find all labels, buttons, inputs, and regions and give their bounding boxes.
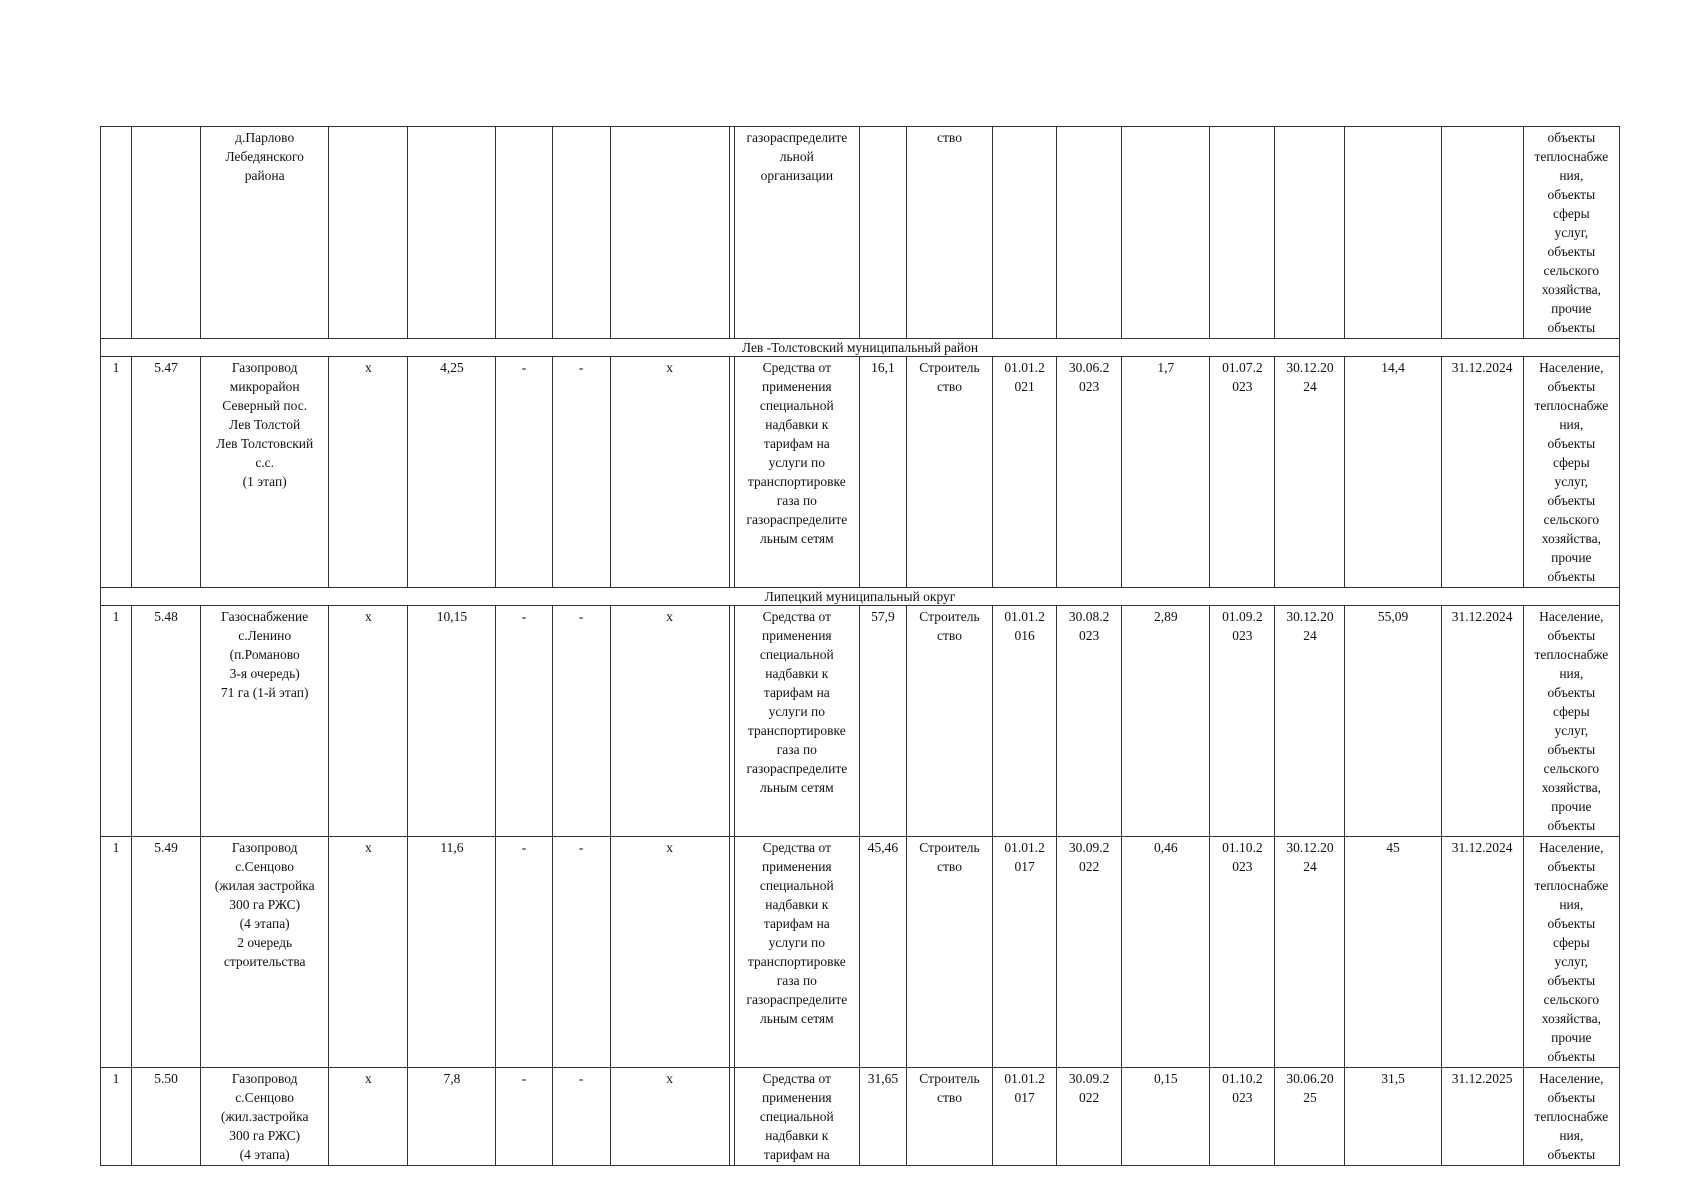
cell-number — [101, 127, 132, 339]
cell-col-7 — [552, 127, 610, 339]
cell-total-cost: 16,1 — [859, 357, 906, 588]
cell-col-14 — [1057, 127, 1122, 339]
cell-funding-source: Средства от применения специальной надбавки к тарифам на услуги по транспортировке газа по газораспределите льным сетям — [734, 606, 859, 837]
cell-item-code: 5.50 — [132, 1068, 201, 1166]
cell-object-name: Газопровод микрорайон Северный пос. Лев Толстой Лев Толстовский с.с. (1 этап) — [201, 357, 329, 588]
cell-col-4: х — [329, 606, 408, 837]
cell-commission-date: 31.12.2024 — [1441, 837, 1523, 1068]
cell-object-name: Газопровод с.Сенцово (жил.застройка 300 га РЖС) (4 этапа) — [201, 1068, 329, 1166]
cell-col-8 — [610, 127, 729, 339]
cell-commission-date: 31.12.2024 — [1441, 357, 1523, 588]
cell-cost-1: 0,46 — [1122, 837, 1210, 1068]
cell-col-8: х — [610, 837, 729, 1068]
cell-item-code: 5.47 — [132, 357, 201, 588]
cell-number: 1 — [101, 1068, 132, 1166]
cell-end-date-2: 30.12.20 24 — [1275, 837, 1345, 1068]
cell-start-date-2: 01.09.2 023 — [1210, 606, 1275, 837]
cell-col-7: - — [552, 606, 610, 837]
section-title: Лев -Толстовский муниципальный район — [101, 339, 1620, 357]
cell-col-6: - — [496, 837, 552, 1068]
cell-consumers: объекты теплоснабже ния, объекты сферы услуг, объекты сельского хозяйства, прочие объекты — [1523, 127, 1619, 339]
table-row — [101, 127, 1620, 339]
cell-end-date-2: 30.12.20 24 — [1275, 606, 1345, 837]
section-title: Липецкий муниципальный округ — [101, 588, 1620, 606]
cell-col-11 — [859, 127, 906, 339]
section-header-row — [101, 339, 1620, 357]
cell-commission-date: 31.12.2024 — [1441, 606, 1523, 837]
cell-work-type: ство — [906, 127, 992, 339]
cell-cost-1: 0,15 — [1122, 1068, 1210, 1166]
cell-col-17 — [1275, 127, 1345, 339]
cell-item-code: 5.48 — [132, 606, 201, 837]
cell-col-7: - — [552, 1068, 610, 1166]
cell-work-type: Строитель ство — [906, 837, 992, 1068]
cell-consumers: Население, объекты теплоснабже ния, объекты — [1523, 1068, 1619, 1166]
cell-end-date-1: 30.06.2 023 — [1057, 357, 1122, 588]
section-header-row — [101, 588, 1620, 606]
cell-object-name: Газопровод с.Сенцово (жилая застройка 300 га РЖС) (4 этапа) 2 очередь строительства — [201, 837, 329, 1068]
cell-col-15 — [1122, 127, 1210, 339]
investment-program-table — [100, 126, 1620, 1166]
cell-col-13 — [993, 127, 1057, 339]
cell-cost-2: 55,09 — [1345, 606, 1441, 837]
cell-cost-1: 2,89 — [1122, 606, 1210, 837]
cell-number: 1 — [101, 606, 132, 837]
cell-col-19 — [1441, 127, 1523, 339]
cell-funding-source: газораспределите льной организации — [734, 127, 859, 339]
table-row — [101, 1068, 1620, 1166]
cell-start-date-2: 01.07.2 023 — [1210, 357, 1275, 588]
cell-col-4: х — [329, 837, 408, 1068]
cell-object-name: Газоснабжение с.Ленино (п.Романово 3-я очередь) 71 га (1-й этап) — [201, 606, 329, 837]
cell-start-date-1: 01.01.2 017 — [993, 1068, 1057, 1166]
cell-col-6: - — [496, 357, 552, 588]
cell-col-6: - — [496, 606, 552, 837]
cell-length: 7,8 — [408, 1068, 496, 1166]
cell-col-8: х — [610, 606, 729, 837]
cell-col-7: - — [552, 837, 610, 1068]
cell-total-cost: 45,46 — [859, 837, 906, 1068]
cell-end-date-1: 30.09.2 022 — [1057, 837, 1122, 1068]
cell-col-6: - — [496, 1068, 552, 1166]
cell-item-code — [132, 127, 201, 339]
cell-work-type: Строитель ство — [906, 606, 992, 837]
cell-consumers: Население, объекты теплоснабже ния, объекты сферы услуг, объекты сельского хозяйства, прочие объекты — [1523, 837, 1619, 1068]
cell-end-date-1: 30.08.2 023 — [1057, 606, 1122, 837]
cell-funding-source: Средства от применения специальной надбавки к тарифам на — [734, 1068, 859, 1166]
cell-item-code: 5.49 — [132, 837, 201, 1068]
cell-start-date-1: 01.01.2 017 — [993, 837, 1057, 1068]
cell-col-18 — [1345, 127, 1441, 339]
cell-funding-source: Средства от применения специальной надбавки к тарифам на услуги по транспортировке газа по газораспределите льным сетям — [734, 837, 859, 1068]
cell-length: 4,25 — [408, 357, 496, 588]
table-row — [101, 837, 1620, 1068]
cell-start-date-1: 01.01.2 016 — [993, 606, 1057, 837]
cell-col-4 — [329, 127, 408, 339]
cell-cost-2: 45 — [1345, 837, 1441, 1068]
cell-col-6 — [496, 127, 552, 339]
cell-col-16 — [1210, 127, 1275, 339]
cell-commission-date: 31.12.2025 — [1441, 1068, 1523, 1166]
cell-end-date-1: 30.09.2 022 — [1057, 1068, 1122, 1166]
cell-start-date-2: 01.10.2 023 — [1210, 837, 1275, 1068]
cell-start-date-1: 01.01.2 021 — [993, 357, 1057, 588]
cell-funding-source: Средства от применения специальной надбавки к тарифам на услуги по транспортировке газа по газораспределите льным сетям — [734, 357, 859, 588]
cell-col-4: х — [329, 1068, 408, 1166]
cell-work-type: Строитель ство — [906, 357, 992, 588]
cell-end-date-2: 30.12.20 24 — [1275, 357, 1345, 588]
cell-consumers: Население, объекты теплоснабже ния, объекты сферы услуг, объекты сельского хозяйства, прочие объекты — [1523, 357, 1619, 588]
cell-number: 1 — [101, 837, 132, 1068]
cell-cost-2: 14,4 — [1345, 357, 1441, 588]
cell-start-date-2: 01.10.2 023 — [1210, 1068, 1275, 1166]
cell-col-5 — [408, 127, 496, 339]
cell-total-cost: 31,65 — [859, 1068, 906, 1166]
cell-object-name: д.Парлово Лебедянского района — [201, 127, 329, 339]
cell-col-4: х — [329, 357, 408, 588]
cell-work-type: Строитель ство — [906, 1068, 992, 1166]
cell-cost-1: 1,7 — [1122, 357, 1210, 588]
cell-consumers: Население, объекты теплоснабже ния, объекты сферы услуг, объекты сельского хозяйства, прочие объекты — [1523, 606, 1619, 837]
cell-cost-2: 31,5 — [1345, 1068, 1441, 1166]
cell-end-date-2: 30.06.20 25 — [1275, 1068, 1345, 1166]
table-row — [101, 606, 1620, 837]
cell-col-7: - — [552, 357, 610, 588]
cell-length: 11,6 — [408, 837, 496, 1068]
cell-col-8: х — [610, 1068, 729, 1166]
table-row — [101, 357, 1620, 588]
cell-total-cost: 57,9 — [859, 606, 906, 837]
cell-col-8: х — [610, 357, 729, 588]
cell-number: 1 — [101, 357, 132, 588]
cell-length: 10,15 — [408, 606, 496, 837]
